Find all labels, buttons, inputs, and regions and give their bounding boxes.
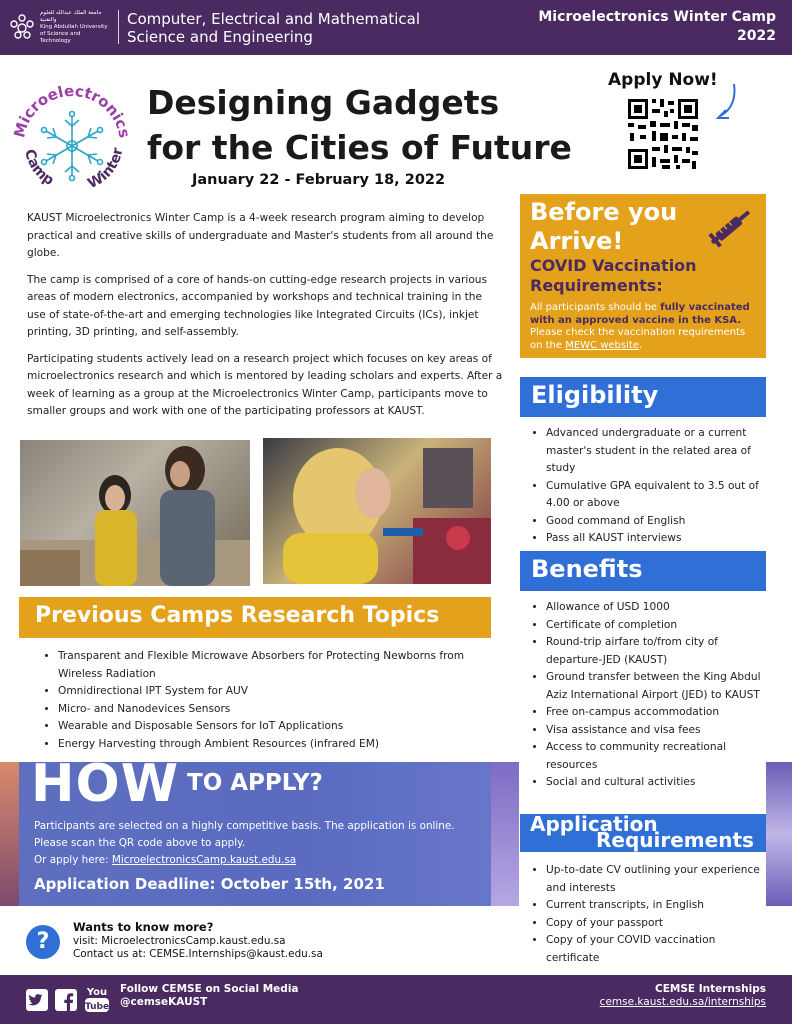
eligibility-list [530, 425, 762, 548]
internships-link[interactable]: cemse.kaust.edu.sa/internships [599, 996, 766, 1008]
apply-qr-code-icon[interactable] [626, 97, 700, 171]
badge-word-right: Winter [85, 146, 127, 193]
how-line-3 [34, 852, 474, 869]
badge-word-left: Camp [21, 147, 57, 189]
kaust-arabic-name: جامعة الملك عبدالله للعلوم والتقنية [40, 10, 102, 23]
camp-title: Microelectronics Winter Camp 2022 [538, 9, 776, 44]
covid-text-mid: Please check the vaccination requirements on the [530, 327, 746, 351]
application-requirements-title-1: Application [530, 812, 658, 836]
how-heading: HOW [31, 762, 180, 814]
covid-requirements-text [530, 302, 760, 352]
application-requirements-list [530, 862, 762, 967]
facebook-icon[interactable] [55, 989, 77, 1011]
more-info-title: Wants to know more? [73, 920, 214, 934]
list-item: • Social and cultural activities [546, 774, 762, 792]
question-icon: ? [26, 925, 60, 959]
application-requirements-header [520, 814, 766, 852]
list-item: • Round-trip airfare to/from city of departure-JED (KAUST) [546, 634, 762, 669]
list-item: • Energy Harvesting through Ambient Resources (infrared EM) [58, 736, 482, 754]
apply-link[interactable]: MicroelectronicsCamp.kaust.edu.sa [111, 854, 297, 866]
how-to-apply-panel [19, 762, 491, 906]
benefits-list [530, 599, 762, 792]
youtube-tube-text: Tube [84, 1002, 110, 1012]
before-you-arrive-box [520, 194, 766, 358]
curved-arrow-icon [708, 82, 738, 122]
how-to-apply-text [34, 818, 474, 869]
research-topics-header [19, 597, 491, 638]
kaust-name [40, 10, 112, 45]
main-title [147, 80, 587, 170]
covid-text-end: . [638, 339, 643, 351]
before-you-arrive-title: Before you Arrive! [530, 198, 678, 255]
follow-line-1: Follow CEMSE on Social Media [120, 983, 299, 995]
eligibility-header [520, 377, 766, 417]
students-lab-photo [20, 440, 250, 586]
covid-requirements-title: COVID Vaccination Requirements: [530, 256, 697, 295]
kaust-english-name: King Abdullah University of Science and Technology [40, 24, 108, 44]
header-divider [118, 10, 119, 44]
footer-bar [0, 975, 792, 1024]
list-item: • Cumulative GPA equivalent to 3.5 out of 4.00 or above [546, 478, 762, 513]
youtube-icon[interactable] [84, 984, 110, 1014]
how-line-2: Please scan the QR code above to apply. [34, 837, 246, 849]
badge-word-top: Microelectronics [10, 82, 134, 140]
camp-badge-logo [10, 82, 135, 197]
list-item: • Ground transfer between the King Abdul Aziz International Airport (JED) to KAUST [546, 669, 762, 704]
apply-link-prefix: Or apply here: [34, 854, 112, 866]
intro-paragraph-2: The camp is comprised of a core of hands-on cutting-edge research projects in various areas of modern electronics, accompanied by workshops and technical training in the use of state-of-the-art and emerging technologies like Integrated Circuits (ICs), inkjet printing, 3D printing, and self-assembly. [27, 273, 488, 338]
covid-text-prefix: All participants should be [530, 302, 661, 313]
internships-title: CEMSE Internships [655, 983, 766, 995]
main-title-line2: for the Cities of Future [147, 128, 572, 167]
more-info-contact[interactable]: Contact us at: CEMSE.Internships@kaust.edu.sa [73, 948, 323, 960]
apply-now-label: Apply Now! [608, 70, 718, 90]
department-title: Computer, Electrical and Mathematical Science and Engineering [127, 10, 421, 46]
list-item: • Current transcripts, in English [546, 897, 762, 915]
research-topics-title: Previous Camps Research Topics [35, 603, 440, 628]
decorative-stripe-right [491, 762, 519, 906]
intro-text [27, 210, 503, 430]
internships-info [600, 983, 766, 1009]
decorative-stripe-left [0, 762, 19, 906]
list-item: • Free on-campus accommodation [546, 704, 762, 722]
mewc-website-link[interactable]: MEWC website [565, 339, 639, 351]
benefits-header [520, 551, 766, 591]
decorative-stripe-far-right [766, 762, 792, 906]
intro-paragraph-1: KAUST Microelectronics Winter Camp is a 4-week research program aiming to develop practical and creative skills of undergraduate and Master's students from all around the globe. [27, 212, 494, 259]
application-requirements-title-2: Requirements [596, 828, 754, 852]
list-item: • Micro- and Nanodevices Sensors [58, 701, 482, 719]
list-item: • Allowance of USD 1000 [546, 599, 762, 617]
list-item: • Transparent and Flexible Microwave Absorbers for Protecting Newborns from Wireless Radiation [58, 648, 482, 683]
eligibility-title: Eligibility [531, 381, 659, 409]
list-item: • Up-to-date CV outlining your experience and interests [546, 862, 762, 897]
list-item: • Copy of your COVID vaccination certificate [546, 932, 762, 967]
twitter-icon[interactable] [26, 989, 48, 1011]
syringe-icon [706, 202, 758, 250]
main-title-line1: Designing Gadgets [147, 83, 500, 122]
svg-text:Winter [85, 146, 126, 192]
student-soldering-photo [263, 438, 491, 584]
follow-handle[interactable]: @cemseKAUST [120, 996, 208, 1008]
covid-text-bold: fully vaccinated with an approved vaccine in the KSA. [530, 302, 750, 326]
list-item: • Pass all KAUST interviews [546, 530, 762, 548]
follow-social-text [120, 983, 299, 1009]
camp-dates: January 22 - February 18, 2022 [192, 172, 446, 188]
how-line-1: Participants are selected on a highly competitive basis. The application is online. [34, 820, 455, 832]
list-item: • Visa assistance and visa fees [546, 722, 762, 740]
list-item: • Access to community recreational resources [546, 739, 762, 774]
research-topics-list [42, 648, 482, 753]
intro-paragraph-3: Participating students actively lead on a research project which focuses on key areas of microelectronics research and which is mentored by leading scholars and experts. After a week of learning as a group at the Microelectronics Winter Camp, participants move to smaller groups and work with one of the participating professors at KAUST. [27, 352, 503, 417]
circuit-snowflake-icon [42, 112, 103, 181]
list-item: • Advanced undergraduate or a current master's student in the related area of study [546, 425, 762, 478]
list-item: • Wearable and Disposable Sensors for IoT Applications [58, 718, 482, 736]
application-deadline: Application Deadline: October 15th, 2021 [34, 875, 385, 893]
youtube-you-text: You [86, 987, 108, 998]
more-info-visit[interactable]: visit: MicroelectronicsCamp.kaust.edu.sa [73, 935, 286, 947]
benefits-title: Benefits [531, 555, 643, 583]
list-item: • Certificate of completion [546, 617, 762, 635]
list-item: • Omnidirectional IPT System for AUV [58, 683, 482, 701]
header-bar [0, 0, 792, 55]
list-item: • Good command of English [546, 513, 762, 531]
list-item: • Copy of your passport [546, 915, 762, 933]
to-apply-heading: TO APPLY? [187, 770, 323, 796]
